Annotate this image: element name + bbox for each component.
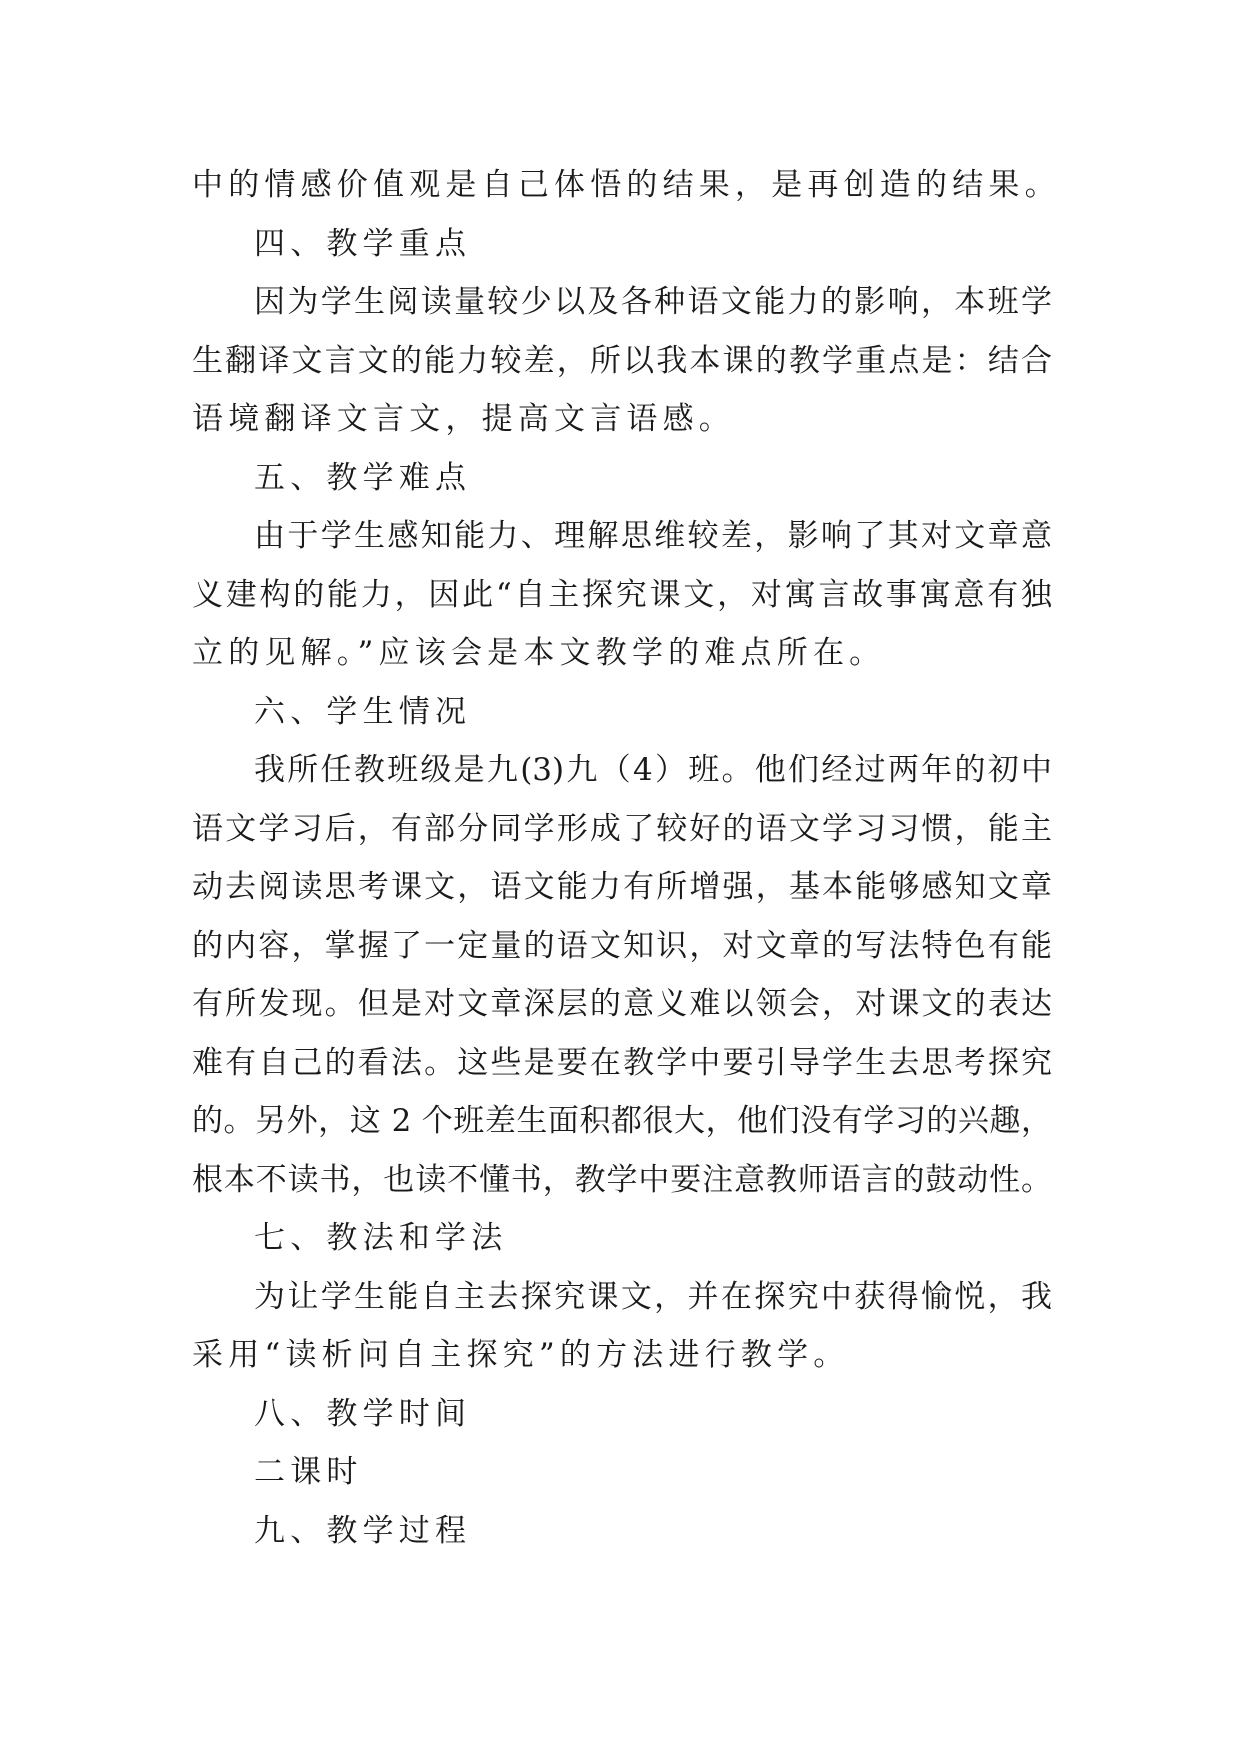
- section-heading-teaching-focus: 四、教学重点: [254, 225, 472, 262]
- section-heading-teaching-process: 九、教学过程: [254, 1512, 472, 1549]
- paragraph-line: 中的情感价值观是自己体悟的结果，是再创造的结果。: [192, 167, 1061, 203]
- paragraph-line: 立的见解。”应该会是本文教学的难点所在。: [192, 635, 886, 671]
- paragraph-line: 二课时: [254, 1454, 363, 1490]
- paragraph-line: 的。另外，这 2 个班差生面积都很大，他们没有学习的兴趣，: [192, 1103, 1052, 1139]
- document-body: [192, 156, 1061, 1560]
- paragraph-line: 生翻译文言文的能力较差，所以我本课的教学重点是：结合: [192, 342, 1052, 379]
- paragraph-line: 我所任教班级是九(3)九（4）班。他们经过两年的初中: [254, 752, 1052, 788]
- paragraph-line: 动去阅读思考课文，语文能力有所增强，基本能够感知文章: [192, 869, 1052, 905]
- paragraph-line: 的内容，掌握了一定量的语文知识，对文章的写法特色有能: [192, 927, 1052, 964]
- paragraph-line: 语文学习后，有部分同学形成了较好的语文学习习惯，能主: [192, 810, 1052, 847]
- section-heading-teaching-time: 八、教学时间: [254, 1395, 472, 1432]
- section-heading-teaching-difficulty: 五、教学难点: [254, 459, 472, 496]
- paragraph-line: 采用“读析问自主探究”的方法进行教学。: [192, 1337, 850, 1373]
- section-heading-student-situation: 六、学生情况: [254, 693, 472, 730]
- paragraph-line: 由于学生感知能力、理解思维较差，影响了其对文章意: [254, 518, 1052, 554]
- paragraph-line: 根本不读书，也读不懂书，教学中要注意教师语言的鼓动性。: [192, 1161, 1052, 1198]
- section-heading-methods: 七、教法和学法: [254, 1220, 508, 1256]
- paragraph-line: 有所发现。但是对文章深层的意义难以领会，对课文的表达: [192, 986, 1052, 1022]
- paragraph-line: 义建构的能力，因此“自主探究课文，对寓言故事寓意有独: [192, 576, 1052, 613]
- paragraph-line: 因为学生阅读量较少以及各种语文能力的影响，本班学: [254, 284, 1052, 320]
- paragraph-line: 语境翻译文言文，提高文言语感。: [192, 401, 735, 437]
- paragraph-line: 为让学生能自主去探究课文，并在探究中获得愉悦，我: [254, 1278, 1052, 1315]
- paragraph-line: 难有自己的看法。这些是要在教学中要引导学生去思考探究: [192, 1044, 1052, 1081]
